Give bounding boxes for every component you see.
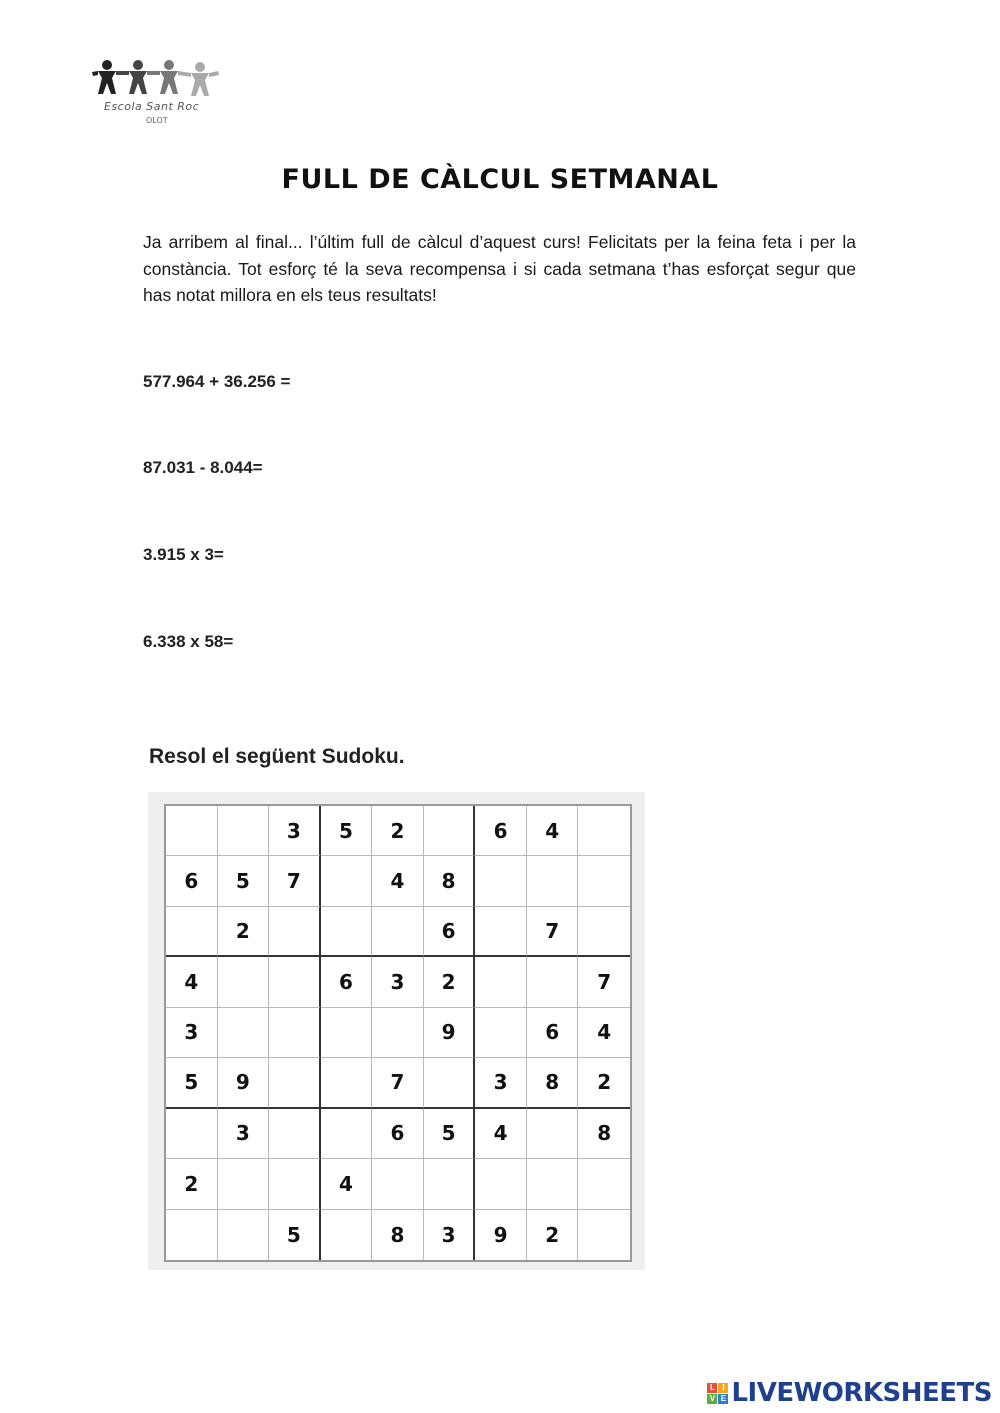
sudoku-cell: 3	[475, 1058, 527, 1108]
sudoku-cell[interactable]	[578, 1159, 630, 1209]
sudoku-cell: 6	[372, 1109, 424, 1159]
sudoku-cell: 7	[527, 907, 579, 957]
sudoku-cell[interactable]	[475, 1159, 527, 1209]
sudoku-cell: 3	[218, 1109, 270, 1159]
children-chain-icon	[92, 58, 224, 100]
sudoku-cell: 2	[424, 957, 476, 1007]
sudoku-cell[interactable]	[321, 907, 373, 957]
sudoku-cell: 7	[372, 1058, 424, 1108]
sudoku-cell: 9	[218, 1058, 270, 1108]
sudoku-cell[interactable]	[269, 1109, 321, 1159]
sudoku-cell[interactable]	[527, 1159, 579, 1209]
sudoku-cell[interactable]	[527, 1109, 579, 1159]
sudoku-cell: 5	[166, 1058, 218, 1108]
sudoku-cell[interactable]	[166, 1210, 218, 1260]
sudoku-cell: 5	[218, 856, 270, 906]
sudoku-cell[interactable]	[527, 856, 579, 906]
sudoku-cell: 2	[166, 1159, 218, 1209]
sudoku-cell: 6	[166, 856, 218, 906]
sudoku-cell[interactable]	[424, 806, 476, 856]
sudoku-cell: 5	[269, 1210, 321, 1260]
liveworksheets-text: LIVEWORKSHEETS	[731, 1378, 992, 1408]
sudoku-cell[interactable]	[321, 1210, 373, 1260]
sudoku-cell[interactable]	[218, 806, 270, 856]
sudoku-cell[interactable]	[475, 856, 527, 906]
sudoku-cell[interactable]	[372, 1159, 424, 1209]
liveworksheets-icon	[707, 1383, 728, 1404]
sudoku-cell[interactable]	[166, 1109, 218, 1159]
sudoku-cell: 4	[527, 806, 579, 856]
sudoku-cell[interactable]	[475, 1008, 527, 1058]
icon-letter-v: V	[707, 1394, 717, 1404]
sudoku-cell: 2	[527, 1210, 579, 1260]
school-logo	[92, 58, 224, 133]
sudoku-title: Resol el següent Sudoku.	[149, 745, 405, 768]
sudoku-cell[interactable]	[475, 957, 527, 1007]
sudoku-cell: 4	[372, 856, 424, 906]
sudoku-cell[interactable]	[269, 1159, 321, 1209]
sudoku-cell: 4	[321, 1159, 373, 1209]
sudoku-cell[interactable]	[321, 1109, 373, 1159]
sudoku-cell[interactable]	[269, 1008, 321, 1058]
sudoku-cell: 8	[372, 1210, 424, 1260]
sudoku-cell[interactable]	[578, 806, 630, 856]
icon-letter-l: L	[707, 1383, 717, 1393]
liveworksheets-watermark	[707, 1378, 992, 1408]
sudoku-cell[interactable]	[218, 957, 270, 1007]
sudoku-grid	[164, 804, 632, 1262]
sudoku-cell[interactable]	[578, 907, 630, 957]
sudoku-cell[interactable]	[269, 907, 321, 957]
icon-letter-i: I	[718, 1383, 728, 1393]
sudoku-cell: 3	[269, 806, 321, 856]
sudoku-cell: 5	[424, 1109, 476, 1159]
operation-subtraction: 87.031 - 8.044=	[143, 458, 263, 477]
sudoku-cell[interactable]	[166, 907, 218, 957]
sudoku-cell[interactable]	[218, 1159, 270, 1209]
logo-city: OLOT	[146, 116, 168, 125]
sudoku-cell[interactable]	[424, 1159, 476, 1209]
sudoku-cell: 3	[166, 1008, 218, 1058]
sudoku-cell[interactable]	[166, 806, 218, 856]
sudoku-cell: 6	[475, 806, 527, 856]
sudoku-cell: 4	[578, 1008, 630, 1058]
sudoku-cell: 3	[372, 957, 424, 1007]
sudoku-cell: 8	[424, 856, 476, 906]
sudoku-cell: 5	[321, 806, 373, 856]
sudoku-cell[interactable]	[424, 1058, 476, 1108]
operation-addition: 577.964 + 36.256 =	[143, 372, 291, 391]
sudoku-cell: 9	[475, 1210, 527, 1260]
sudoku-cell: 4	[166, 957, 218, 1007]
sudoku-cell: 8	[527, 1058, 579, 1108]
operation-multiplication-2: 6.338 x 58=	[143, 632, 234, 651]
sudoku-cell: 8	[578, 1109, 630, 1159]
sudoku-cell[interactable]	[372, 1008, 424, 1058]
sudoku-cell[interactable]	[218, 1210, 270, 1260]
sudoku-cell[interactable]	[269, 1058, 321, 1108]
sudoku-cell: 6	[424, 907, 476, 957]
sudoku-cell: 7	[269, 856, 321, 906]
intro-paragraph: Ja arribem al final... l’últim full de càlcul d’aquest curs! Felicitats per la feina feta i per la constància. Tot esforç té la seva recompensa i si cada setmana t’has esforçat segur que has notat millora en els teus resultats!	[143, 232, 856, 305]
sudoku-cell: 2	[218, 907, 270, 957]
sudoku-cell: 2	[372, 806, 424, 856]
sudoku-cell: 7	[578, 957, 630, 1007]
sudoku-cell[interactable]	[578, 856, 630, 906]
sudoku-cell[interactable]	[321, 856, 373, 906]
sudoku-cell: 3	[424, 1210, 476, 1260]
sudoku-cell[interactable]	[218, 1008, 270, 1058]
sudoku-cell: 4	[475, 1109, 527, 1159]
sudoku-cell[interactable]	[475, 907, 527, 957]
sudoku-cell: 2	[578, 1058, 630, 1108]
sudoku-cell[interactable]	[527, 957, 579, 1007]
icon-letter-e: E	[718, 1394, 728, 1404]
sudoku-cell[interactable]	[269, 957, 321, 1007]
sudoku-cell: 6	[527, 1008, 579, 1058]
sudoku-cell[interactable]	[321, 1058, 373, 1108]
sudoku-cell[interactable]	[321, 1008, 373, 1058]
sudoku-cell[interactable]	[578, 1210, 630, 1260]
logo-school-name: Escola Sant Roc	[104, 100, 200, 113]
sudoku-cell: 9	[424, 1008, 476, 1058]
page-title: FULL DE CÀLCUL SETMANAL	[281, 164, 719, 195]
operation-multiplication-1: 3.915 x 3=	[143, 545, 224, 564]
sudoku-cell: 6	[321, 957, 373, 1007]
sudoku-cell[interactable]	[372, 907, 424, 957]
